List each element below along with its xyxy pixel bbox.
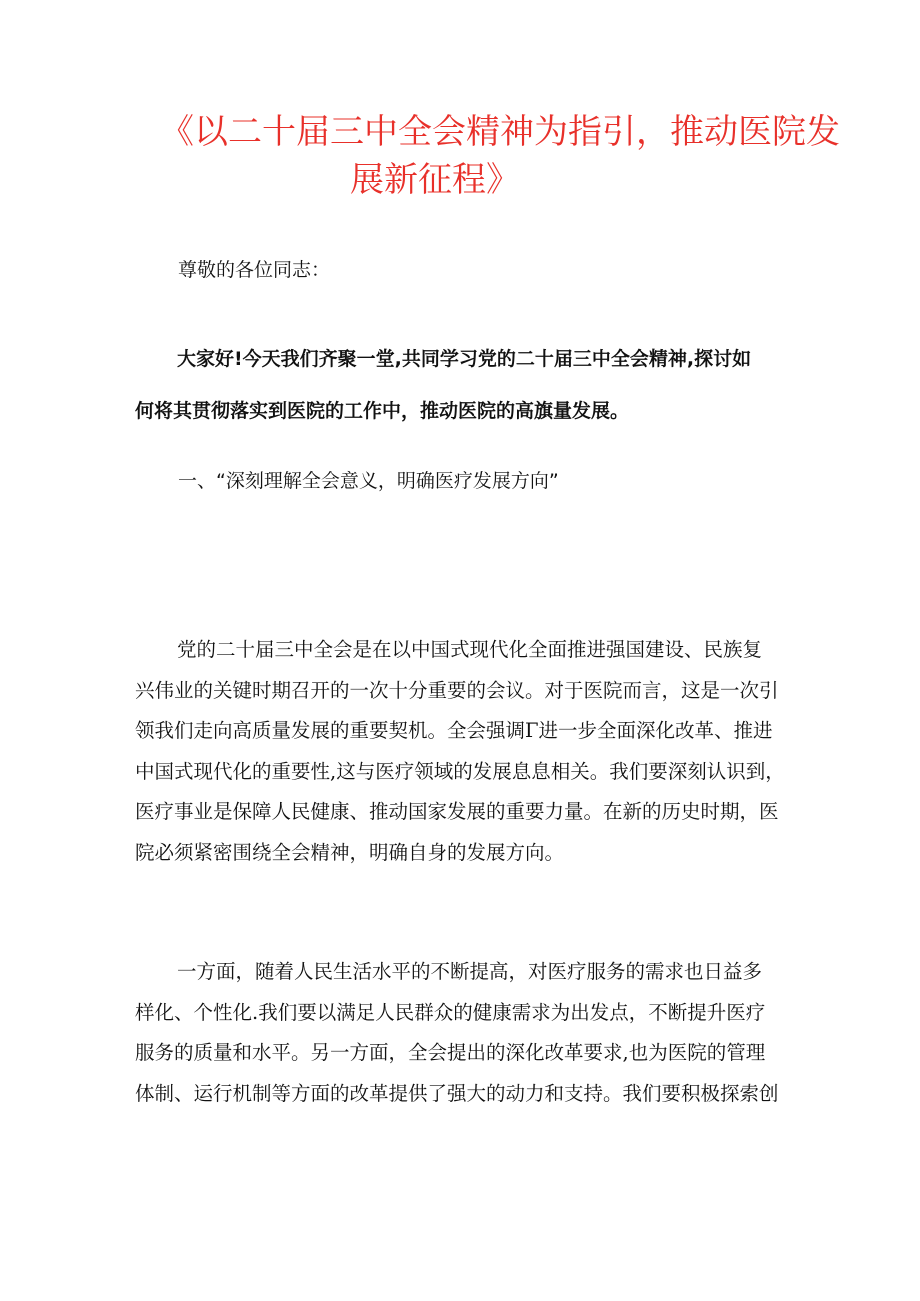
paragraph-line: 医疗事业是保障人民健康、推动国家发展的重要力量。在新的历史时期，医 xyxy=(135,800,779,823)
title-line-2: 展新征程》 xyxy=(350,160,520,200)
title-line-1: 《以二十届三中全会精神为指引，推动医院发 xyxy=(160,112,840,152)
paragraph-line: 党的二十届三中全会是在以中国式现代化全面推进强国建设、民族复 xyxy=(177,638,763,661)
paragraph-line: 中国式现代化的重要性,这与医疗领域的发展息息相关。我们要深刻认识到， xyxy=(135,759,785,783)
paragraph-line: 体制、运行机制等方面的改革提供了强大的动力和支持。我们要积极探索创 xyxy=(135,1081,779,1105)
paragraph-line: 领我们走向高质量发展的重要契机。全会强调Γ进一步全面深化改革、推进 xyxy=(135,719,773,742)
greeting: 尊敬的各位同志： xyxy=(178,259,331,281)
paragraph-line: 一方面，随着人民生活水平的不断提高，对医疗服务的需求也日益多 xyxy=(177,960,763,983)
paragraph-line: 兴伟业的关键时期召开的一次十分重要的会议。对于医院而言，这是一次引 xyxy=(135,678,779,702)
section-heading-1: 一、“深刻理解全会意义，明确医疗发展方向” xyxy=(178,470,559,492)
opening-line-2: 何将其贯彻落实到医院的工作中，推动医院的高旗量发展。 xyxy=(135,400,630,422)
body-paragraph-1 xyxy=(135,630,795,873)
paragraph-line: 样化、个性化.我们要以满足人民群众的健康需求为出发点，不断提升医疗 xyxy=(135,1000,766,1024)
opening-line-1: 大家好!今天我们齐聚一堂,共同学习党的二十届三中全会精神,探讨如 xyxy=(177,348,752,370)
body-paragraph-2 xyxy=(135,952,795,1114)
document-title xyxy=(160,108,840,204)
opening-paragraph xyxy=(135,333,795,437)
paragraph-line: 院必须紧密围绕全会精神，明确自身的发展方向。 xyxy=(135,840,565,864)
paragraph-line: 服务的质量和水平。另一方面，全会提出的深化改革要求,也为医院的管理 xyxy=(135,1041,766,1064)
